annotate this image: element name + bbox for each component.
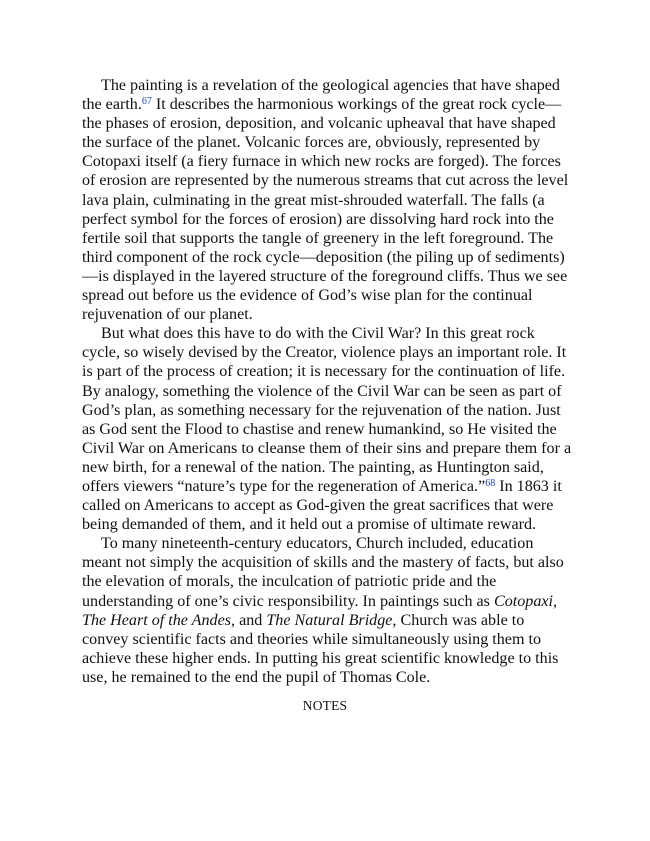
paragraph-3-text-a: To many nineteenth-century educators, Church included, education meant not simply the acquisition of skills and the mastery of facts, but also the elevation of morals, the inculcation of patriotic pride and the understanding of one’s civic responsibility. In paintings such as xyxy=(82,535,564,610)
paragraph-3-text-c: , Church was able to convey scientific facts and theories while simultaneously using them to achieve these higher ends. In putting his great scientific knowledge to this use, he remained to the end the pupil of Thomas Cole. xyxy=(82,611,559,686)
paragraph-1-text-b: It describes the harmonious workings of the great rock cycle—the phases of erosion, deposition, and volcanic upheaval that have shaped the surface of the planet. Volcanic forces are, obviously, represented by Cotopaxi itself (a fiery furnace in which new rocks are forged). The forces of erosion are represented by the numerous streams that cut across the level lava plain, culminating in the great mist-shrouded waterfall. The falls (a perfect symbol for the forces of erosion) are dissolving hard rock into the fertile soil that supports the tangle of greenery in the left foreground. The third component of the rock cycle—deposition (the piling up of sediments)—is displayed in the layered structure of the foreground cliffs. Thus we see spread out before us the evidence of God’s wise plan for the continual rejuvenation of our planet. xyxy=(82,96,569,324)
painting-title-natural-bridge: The Natural Bridge xyxy=(266,611,393,629)
paragraph-2-text-b: In 1863 it called on Americans to accept as God-given the great sacrifices that were being demanded of them, and it held out a promise of ultimate reward. xyxy=(82,477,562,534)
paragraph-2-text-a: But what does this have to do with the Civil War? In this great rock cycle, so wisely devised by the Creator, violence plays an important role. It is part of the process of creation; it is necessary for the continuation of life. By analogy, something the violence of the Civil War can be seen as part of God’s plan, as something necessary for the rejuvenation of the nation. Just as God sent the Flood to chastise and renew humankind, so He visited the Civil War on Americans to cleanse them of their sins and prepare them for a new birth, for a renewal of the nation. The painting, as Huntington said, offers viewers “nature’s type for the regeneration of America.” xyxy=(82,325,572,495)
paragraph-3 xyxy=(82,534,574,687)
painting-title-cotopaxi-heart-of-andes: Cotopaxi, The Heart of the Andes xyxy=(82,592,557,629)
notes-heading: NOTES xyxy=(302,698,348,713)
paragraph-2 xyxy=(82,324,574,534)
paragraph-1-text-a: The painting is a revelation of the geological agencies that have shaped the earth. xyxy=(82,77,560,114)
paragraph-1 xyxy=(82,76,574,324)
footnote-ref-67[interactable]: 67 xyxy=(141,96,152,108)
body-text xyxy=(82,76,574,687)
paragraph-3-text-b: , and xyxy=(231,611,267,629)
footnote-ref-68[interactable]: 68 xyxy=(485,477,496,489)
